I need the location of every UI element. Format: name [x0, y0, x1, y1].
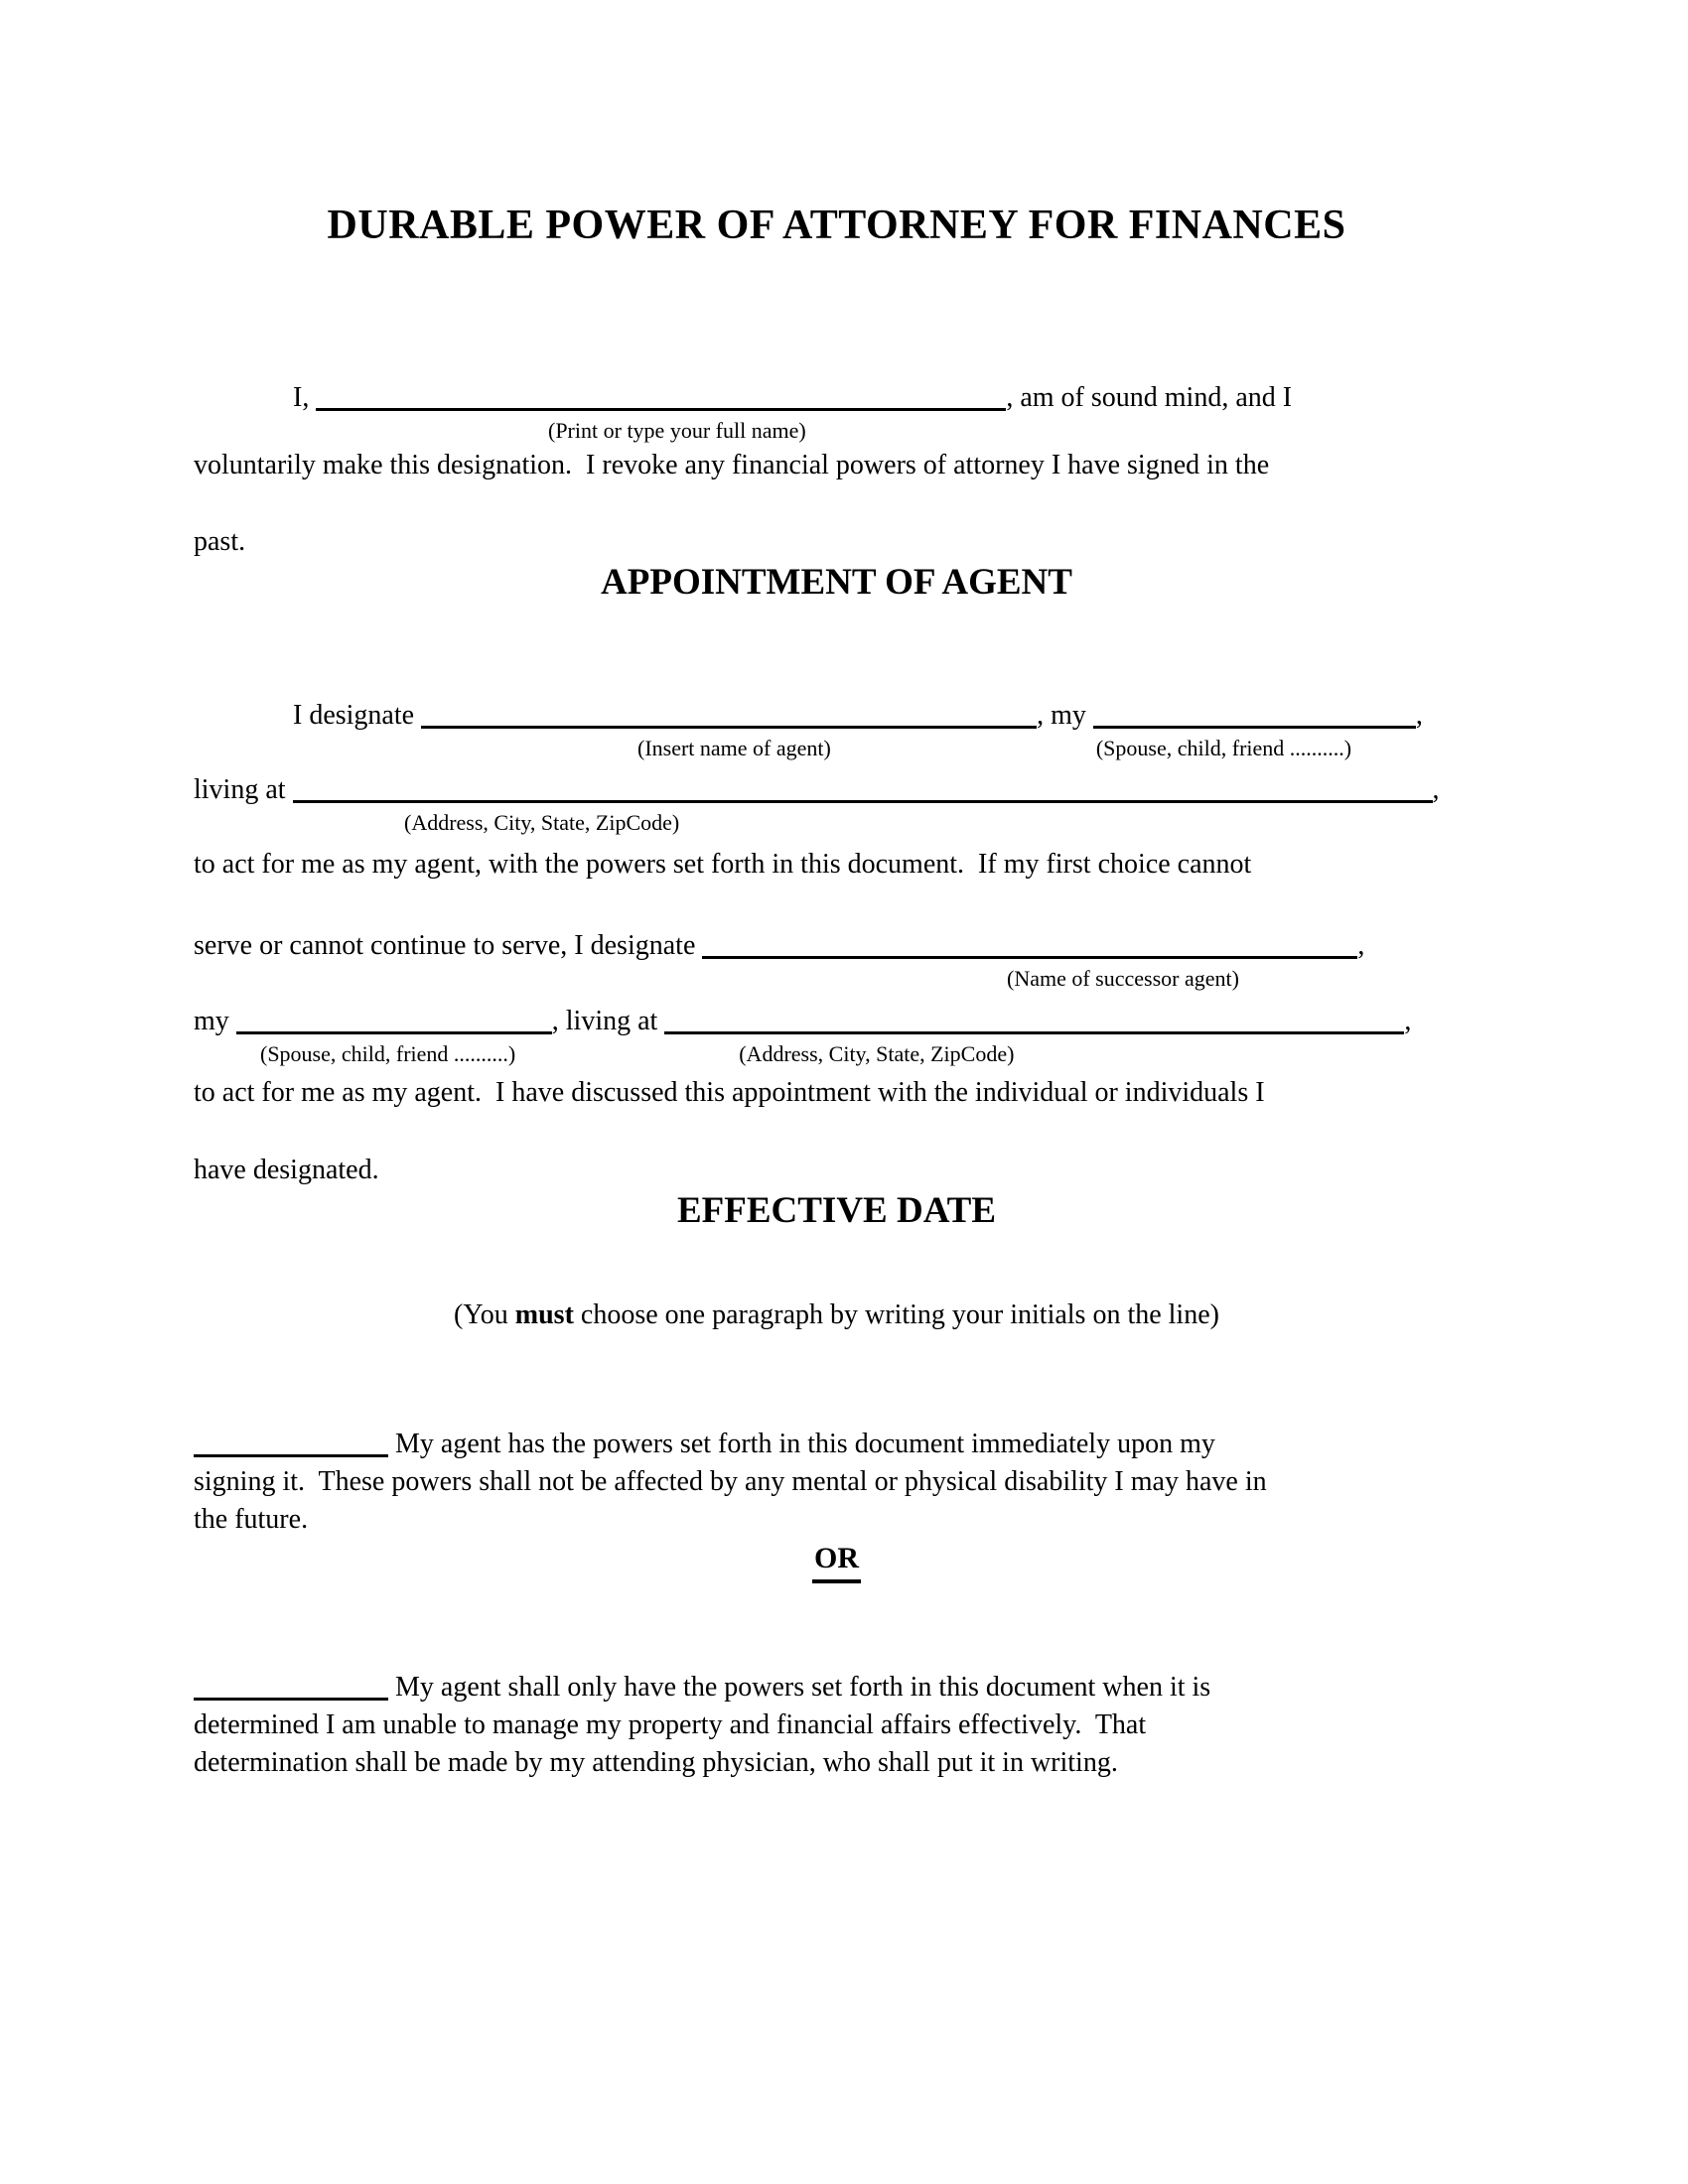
powers-line: to act for me as my agent, with the powers set forth in this document. If my first choice cannot: [194, 849, 1252, 880]
or-separator: OR: [812, 1539, 861, 1583]
living-prefix: living at: [194, 774, 293, 805]
immediate-initials-blank[interactable]: [194, 1429, 388, 1457]
agent-relationship-hint: (Spouse, child, friend ..........): [1095, 736, 1352, 760]
successor-hints-row: [194, 1040, 1479, 1068]
successor-suffix: ,: [1357, 930, 1365, 961]
intro-line-3: past.: [194, 526, 246, 557]
principal-name-hint-row: [194, 417, 1479, 445]
discussed-line: to act for me as my agent. I have discussed this appointment with the individual or individuals I: [194, 1077, 1265, 1108]
intro-suffix: , am of sound mind, and I: [1006, 382, 1293, 413]
successor-line: [194, 927, 1479, 965]
designate-suffix: ,: [1415, 700, 1423, 731]
agent-name-blank[interactable]: [421, 700, 1037, 729]
designate-prefix: I designate: [293, 700, 422, 731]
intro-prefix: I,: [293, 382, 317, 413]
option-disability-line-2: determined I am unable to manage my property and financial affairs effectively. That: [194, 1709, 1147, 1740]
agent-hints-row: [194, 735, 1479, 762]
option-disability-text-1: My agent shall only have the powers set forth in this document when it is: [388, 1672, 1211, 1703]
living2-mid: , living at: [551, 1006, 665, 1036]
living-at-line: [194, 771, 1479, 809]
successor-agent-hint: (Name of successor agent): [1007, 966, 1239, 991]
successor-relation-line: [194, 1003, 1479, 1040]
designate-line: [194, 697, 1479, 735]
option-disability-line-1: [194, 1669, 1479, 1706]
designated-line: have designated.: [194, 1155, 379, 1185]
document-title: DURABLE POWER OF ATTORNEY FOR FINANCES: [327, 203, 1346, 248]
instruction-must: must: [514, 1299, 574, 1330]
option-immediate-text-1: My agent has the powers set forth in this document immediately upon my: [388, 1429, 1215, 1459]
instruction-post: choose one paragraph by writing your initials on the line): [573, 1299, 1219, 1330]
section-heading-appointment: APPOINTMENT OF AGENT: [601, 562, 1072, 603]
successor-relationship-hint: (Spouse, child, friend ..........): [260, 1041, 516, 1066]
agent-address-blank[interactable]: [293, 774, 1433, 803]
option-disability-line-3: determination shall be made by my attending physician, who shall put it in writing.: [194, 1747, 1118, 1778]
option-immediate-line-2: signing it. These powers shall not be affected by any mental or physical disability I may have in: [194, 1466, 1267, 1497]
intro-line-1: [194, 379, 1479, 417]
principal-name-hint: (Print or type your full name): [548, 418, 806, 443]
living-suffix: ,: [1432, 774, 1440, 805]
option-immediate-line-1: [194, 1426, 1479, 1463]
agent-address-hint: (Address, City, State, ZipCode): [404, 810, 680, 835]
principal-name-blank[interactable]: [316, 382, 1006, 411]
intro-line-2: voluntarily make this designation. I revoke any financial powers of attorney I have signed in the: [194, 450, 1270, 480]
disability-initials-blank[interactable]: [194, 1672, 388, 1701]
successor-hint-row: [194, 965, 1479, 993]
instruction-line: [194, 1297, 1479, 1334]
option-immediate-line-3: the future.: [194, 1504, 309, 1535]
successor-address-blank[interactable]: [664, 1006, 1404, 1034]
option-immediate-paragraph: [194, 1426, 1479, 1539]
agent-address-hint-row: [194, 809, 1479, 837]
section-heading-effective-date: EFFECTIVE DATE: [676, 1190, 997, 1231]
successor-address-hint: (Address, City, State, ZipCode): [739, 1041, 1015, 1066]
option-disability-paragraph: [194, 1669, 1479, 1782]
agent-relationship-blank[interactable]: [1093, 700, 1416, 729]
or-separator-row: [194, 1539, 1479, 1583]
successor-relationship-blank[interactable]: [236, 1006, 552, 1034]
agent-name-hint: (Insert name of agent): [637, 736, 831, 760]
rel2-prefix: my: [194, 1006, 236, 1036]
living2-suffix: ,: [1404, 1006, 1412, 1036]
designate-mid: , my: [1037, 700, 1093, 731]
successor-agent-name-blank[interactable]: [702, 930, 1357, 959]
successor-prefix: serve or cannot continue to serve, I designate: [194, 930, 703, 961]
instruction-pre: (You: [454, 1299, 515, 1330]
